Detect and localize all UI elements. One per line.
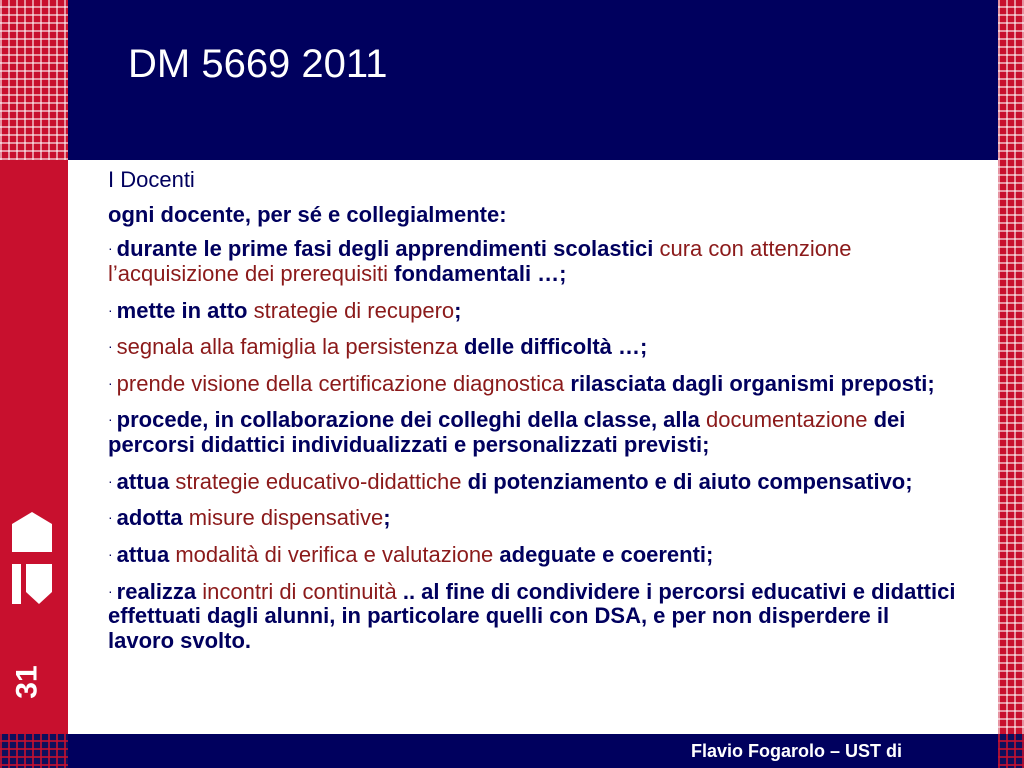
bullet-icon: · [108, 545, 113, 562]
slide-body [108, 168, 958, 665]
left-sidebar-band [0, 160, 68, 734]
header-right-checker-pattern [998, 0, 1024, 160]
bullet-icon: · [108, 338, 113, 355]
section-heading: I Docenti [108, 167, 195, 192]
footer-left-checker-pattern [0, 734, 68, 768]
bullet-icon: · [108, 472, 113, 489]
section-subheading: ogni docente, per sé e collegialmente: [108, 201, 507, 227]
list-item: · attua strategie educativo-didattiche di potenziamento e di aiuto compensativo; [108, 468, 913, 494]
bullet-icon: · [108, 582, 113, 599]
footer-right-checker-pattern [998, 734, 1024, 768]
slide-number: 31 [11, 665, 44, 699]
slide-title: DM 5669 2011 [128, 42, 388, 86]
list-item: · mette in atto strategie di recupero; [108, 297, 462, 323]
list-item: · prende visione della certificazione diagnostica rilasciata dagli organismi preposti; [108, 370, 935, 396]
bullet-icon: · [108, 411, 113, 428]
list-item: · realizza incontri di continuità .. al fine di condividere i percorsi educativi e didattici effettuati dagli alunni, in particolare quelli con DSA, e per non disperdere il lavoro svolto. [108, 578, 956, 653]
list-item: · adotta misure dispensative; [108, 505, 391, 531]
bullet-icon: · [108, 374, 113, 391]
header-left-checker-pattern [0, 0, 68, 160]
bullet-icon: · [108, 240, 113, 257]
list-item: · durante le prime fasi degli apprendimenti scolastici cura con attenzione l’acquisizione dei prerequisiti fondamentali …; [108, 236, 852, 286]
bullet-icon: · [108, 301, 113, 318]
footer-author: Flavio Fogarolo – UST di [690, 741, 902, 761]
page-marker-icon [12, 512, 52, 604]
list-item: · attua modalità di verifica e valutazione adeguate e coerenti; [108, 541, 714, 567]
right-checker-column [998, 160, 1024, 734]
list-item: · segnala alla famiglia la persistenza delle difficoltà …; [108, 334, 648, 360]
list-item: · procede, in collaborazione dei colleghi della classe, alla documentazione dei percorsi didattici individualizzati e personalizzati previsti; [108, 407, 906, 457]
bullet-icon: · [108, 509, 113, 526]
